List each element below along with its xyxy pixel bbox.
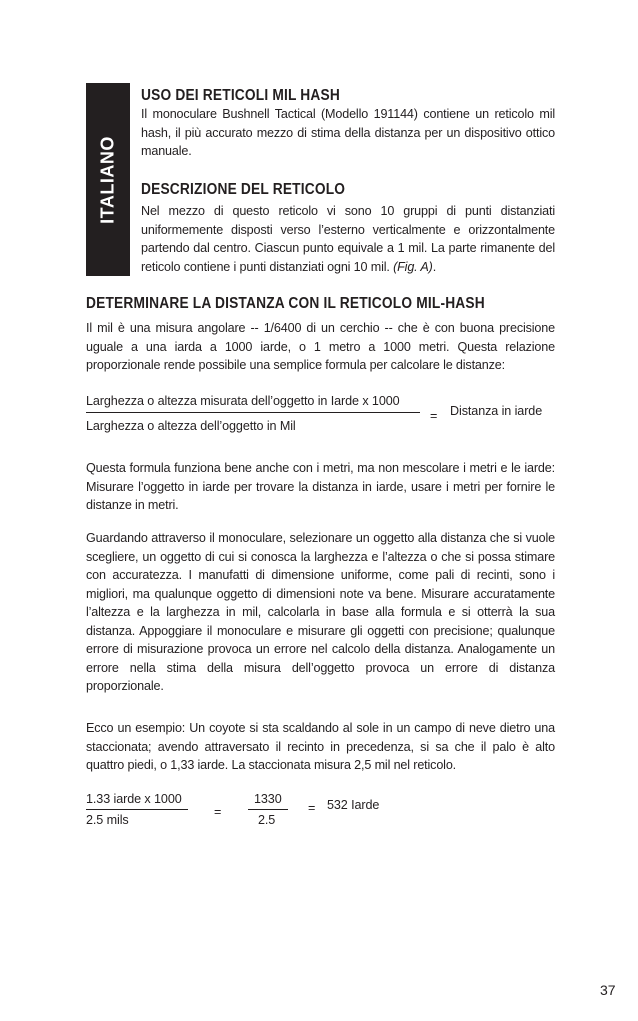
reticle-description-end: . [432,259,437,274]
example-fraction-bar-1 [86,809,188,810]
example-denominator-2: 2.5 [258,813,276,827]
formula-denominator: Larghezza o altezza dell’oggetto in Mil [86,419,296,433]
formula-fraction-bar [86,412,420,413]
example-equals-2: = [308,801,316,815]
section-title-reticle-description: DESCRIZIONE DEL RETICOLO [141,181,346,198]
formula-result: Distanza in iarde [450,404,543,418]
example-denominator-1: 2.5 mils [86,813,129,827]
range-intro-paragraph: Il mil è una misura angolare -- 1/6400 di un cerchio -- che è con buona precisione uguale a una iarda a 1000 iarde, o 1 metro a 1000 metri. Questa relazione proporzionale rende possibile una semplice formula per calcolare le distanze: [86,321,555,372]
page-number: 37 [600,982,616,998]
language-tab-label: ITALIANO [97,135,118,224]
example-paragraph: Ecco un esempio: Un coyote si sta scaldando al sole in un campo di neve dietro una staccionata; avendo attraversato il recinto in precedenza, si sa che il palo è alto quattro piedi, o 1,33 iarde. La staccionata misura 2,5 mil nel reticolo. [86,721,555,772]
example-result: 532 Iarde [327,798,380,812]
measurement-instructions-paragraph: Guardando attraverso il monoculare, selezionare un oggetto alla distanza che si vuole scegliere, un oggetto di cui si conosca la larghezza e l’altezza o che si possa stimare con accuratezza. I manufatti di dimensione uniforme, come pali di recinti, sono i migliori, ma qualunque oggetto di dimensioni note va bene. Misurare accuratamente l’altezza e la larghezza in mil, calcolarla in base alla formula e si otterrà la sua distanza. Appoggiare il monoculare e misurare gli oggetti con precisione; qualunque errore di misurazione provoca un errore nel calcolo della distanza. Analogamente un errore nella stima della misura dell’oggetto provoca un errore di distanza proporzionale. [86,531,555,693]
section-title-mil-hash: USO DEI RETICOLI MIL HASH [141,87,340,104]
section-body-mil-hash: Il monoculare Bushnell Tactical (Modello 191144) contiene un reticolo mil hash, il più accurato mezzo di stima della distanza per un dispositivo ottico manuale. [141,107,555,158]
metric-note-paragraph: Questa formula funziona bene anche con i metri, ma non mescolare i metri e le iarde: Misurare l’oggetto in iarde per trovare la distanza in iarde, usare i metri per fornire le distanze in metri. [86,461,555,512]
section-title-range-estimation: DETERMINARE LA DISTANZA CON IL RETICOLO MIL-HASH [86,295,485,312]
formula-numerator: Larghezza o altezza misurata dell’oggetto in Iarde x 1000 [86,394,400,408]
language-tab [86,83,130,276]
example-equals-1: = [214,805,222,819]
formula-equals: = [430,409,438,423]
example-numerator-2: 1330 [254,792,282,806]
section-body-reticle-description [141,202,555,276]
reticle-description-text: Nel mezzo di questo reticolo vi sono 10 gruppi di punti distanziati uniformemente disposti verso l’esterno verticalmente e orizzontalmente partendo dal centro. Ciascun punto equivale a 1 mil. La parte rimanente del reticolo contiene i punti distanziati ogni 10 mil. [141,204,555,274]
figure-reference: (Fig. A) [393,259,433,274]
example-numerator-1: 1.33 iarde x 1000 [86,792,182,806]
example-fraction-bar-2 [248,809,288,810]
